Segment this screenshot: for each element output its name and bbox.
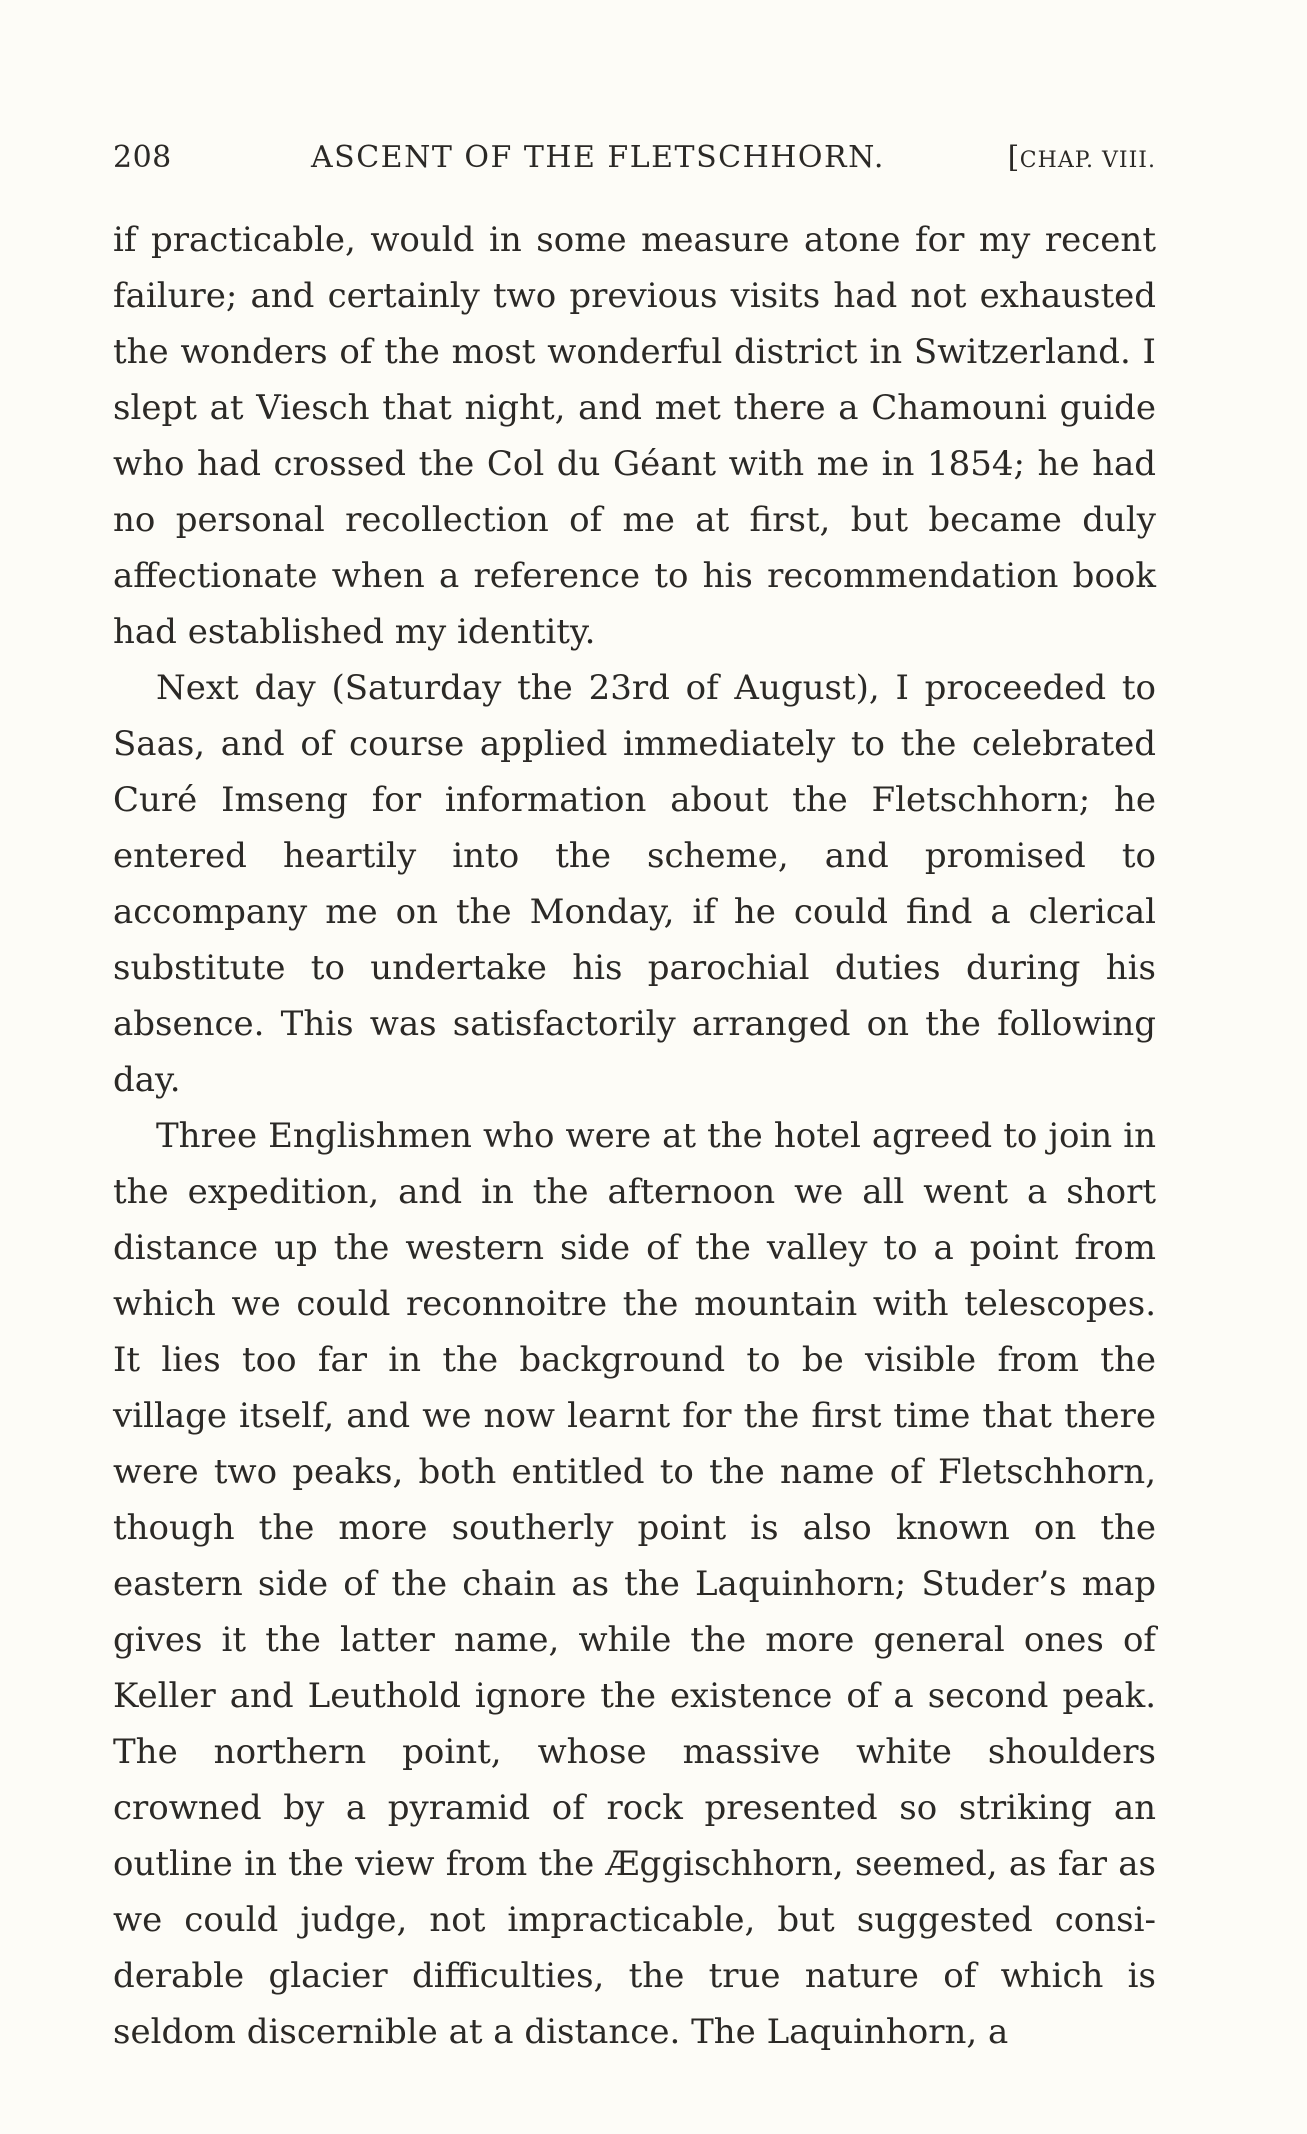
body-text <box>113 212 1156 2060</box>
running-title: ASCENT OF THE FLETSCHHORN. <box>311 140 885 175</box>
page-number: 208 <box>113 140 172 175</box>
paragraph-3: Three Englishmen who were at the hotel agreed to join in the expedition, and in the afternoon we all went a short distance up the western side of the valley to a point from which we could reconnoitre the mountain with telescopes. It lies too far in the background to be visible from the village itself, and we now learnt for the first time that there were two peaks, both entitled to the name of Fletschhorn, though the more southerly point is also known on the eastern side of the chain as the Laquinhorn; Studer’s map gives it the latter name, while the more general ones of Keller and Leuthold ignore the existence of a second peak. The northern point, whose massive white shoulders crowned by a pyramid of rock presented so striking an outline in the view from the Æggischhorn, seemed, as far as we could judge, not impracticable, but suggested consi-derable glacier difficulties, the true nature of which is seldom discernible at a distance. The Laquinhorn, a <box>113 1116 1156 2052</box>
chapter-label: CHAP. VIII. <box>1019 148 1156 173</box>
running-header <box>113 140 1156 180</box>
paragraph-1: if practicable, would in some measure atone for my recent failure; and certainly two previous visits had not exhausted the wonders of the most wonderful district in Switzerland. I slept at Viesch that night, and met there a Chamouni guide who had crossed the Col du Géant with me in 1854; he had no personal recollection of me at first, but became duly affectionate when a reference to his recommendation book had established my identity. <box>113 220 1156 652</box>
paragraph-2: Next day (Saturday the 23rd of August), I proceeded to Saas, and of course applied immediately to the celebrated Curé Imseng for information about the Fletschhorn; he entered heartily into the scheme, and promised to accompany me on the Monday, if he could find a clerical substitute to undertake his parochial duties during his absence. This was satisfactorily arranged on the following day. <box>113 668 1156 1100</box>
chapter-reference <box>1008 140 1156 175</box>
chapter-bracket: [ <box>1007 140 1020 175</box>
